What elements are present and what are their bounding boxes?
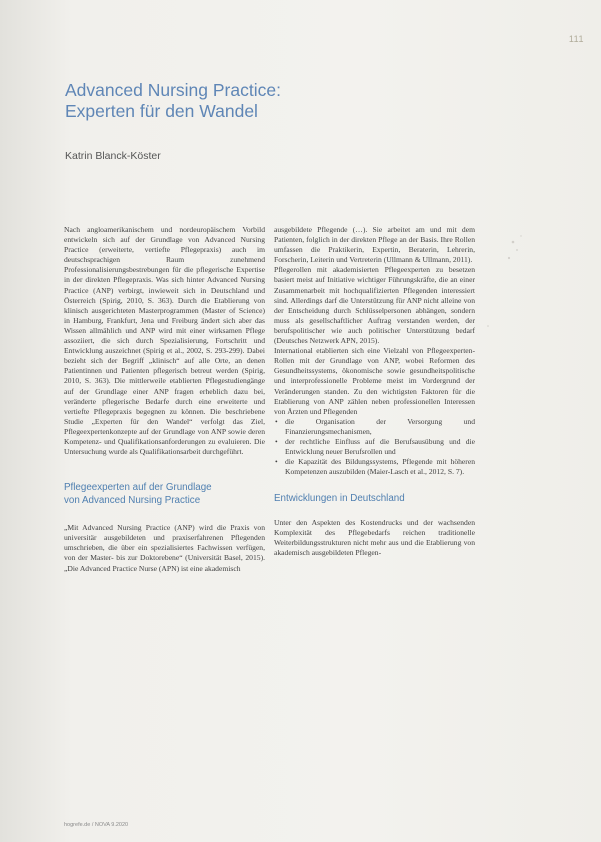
section-heading-entwicklungen: Entwicklungen in Deutschland [274,493,405,505]
page-number: 111 [568,34,584,44]
author-name: Katrin Blanck-Köster [65,150,161,162]
bullet-icon: • [275,436,278,446]
list-item-text: die Kapazität des Bildungssystems, Pflegende mit höheren Kompetenzen auszubilden (Maier-Lasch et al., 2012, S. 7). [285,457,475,477]
section-heading-pflegeexperten [64,482,265,507]
paragraph-apn-roles: ausgebildete Pflegende (…). Sie arbeitet am und mit dem Patienten, folglich in der direkten Pflege an der Basis. Ihre Rollen umfassen die Praktikerin, Expertin, Beraterin, Lehrerin, Forscherin, Leiterin und Vertreterin (Ullmann & Ullmann, 2011). [274,225,475,265]
right-column [274,225,475,558]
section-heading-line-1: Pflegeexperten auf der Grundlage [64,482,212,494]
list-item-text: die Organisation der Versorgung und Finanzierungsmechanismen, [285,416,475,436]
bullet-icon: • [275,416,278,426]
list-item [274,417,475,437]
list-item [274,457,475,477]
article-title-line-1: Advanced Nursing Practice: [65,80,281,100]
article-title-line-2: Experten für den Wandel [65,101,258,121]
paragraph-anp-definition: „Mit Advanced Nursing Practice (ANP) wird die Praxis von universitär ausgebildeten und praxiserfahrenen Pflegenden umschrieben, die über ein spezialisiertes Fachwissen verfügen, von der Master- bis zur Doktorebene“ (Universität Basel, 2015). „Die Advanced Practice Nurse (APN) ist eine akademisch [64,523,265,573]
list-item [274,437,475,457]
intro-paragraph: Nach angloamerikanischem und nordeuropäischem Vorbild entwickeln sich auf der Grundlage von Advanced Nursing Practice (erweiterte, vertiefte Pflegepraxis) auch im deutschsprachigen Raum zunehmend Professionalisierungsbestrebungen für die pflegerische Expertise in der direkten Pflegepraxis. Was sich hinter Advanced Nursing Practice (ANP) verbirgt, inwieweit sich in Deutschland und Österreich (Spirig, 2010, S. 363). Durch die Etablierung von klinisch ausgerichteten Masterprogrammen (Master of Science) in Hamburg, Frankfurt, Jena und Freiburg ändert sich aber das Wissen allmählich und ANP wird mit einer wirksamen Pflege assoziiert, die sich durch Spezialisierung, Fortschritt und Entwicklung auszeichnet (Spirig et al., 2002, S. 293-299). Dabei bezieht sich der Begriff „klinisch“ auf alle Orte, an denen Patientinnen und Patienten pflegerisch betreut werden (Spirig, 2010, S. 363). Die mittlerweile etablierten Pflegestudiengänge auf der Grundlage einer ANP fragen erheblich dazu bei, veränderte pflegerische Bedarfe durch eine erweiterte und vertiefte Pflegepraxis begegnen zu können. Die beschriebene Studie „Experten für den Wandel“ verfolgt das Ziel, Pflegeexpertenkonzepte auf der Grundlage von ANP sowie deren Kompetenz- und Qualifikationsanforderungen zu evaluieren. Die Untersuchung wurde als Qualifikationsarbeit durchgeführt. [64,225,265,457]
paragraph-international: International etablierten sich eine Vielzahl von Pflegeexperten-Rollen mit der Grundlage von ANP, wobei Reformen des Gesundheitssystems, ökonomische sowie gesundheitspolitische und interprofessionelle Probleme meist im Vordergrund der Veränderungen standen. Zu den wichtigsten Faktoren für die Etablierung von ANP zählen neben professionellen Interessen von Ärzten und Pflegenden [274,346,475,416]
paragraph-leadership: Pflegerollen mit akademisierten Pflegeexperten zu besetzen basiert meist auf Initiative wichtiger Führungskräfte, die an einer Zusammenarbeit mit hochqualifizierten Pflegenden interessiert sind. Allerdings darf die Unterstützung für ANP nicht alleine von der Entscheidung durch Schlüsselpersonen abhängen, sondern muss als gesellschaftlicher Auftrag verstanden werden, der berufspolitischer wie auch politischer Unterstützung bedarf (Deutsches Netzwerk APN, 2015). [274,265,475,346]
left-column [64,225,265,574]
factor-list [274,417,475,478]
bullet-icon: • [275,457,278,467]
paragraph-entwicklungen: Unter den Aspekten des Kostendrucks und der wachsenden Komplexität des Pflegebedarfs reichen traditionelle Weiterbildungsstrukturen nicht mehr aus und die Etablierung von akademisch ausgebildeten Pflegen- [274,517,475,558]
article-title [65,80,485,122]
page-footer: hogrefe.de / NOVA 9.2020 [64,822,129,828]
list-item-text: der rechtliche Einfluss auf die Berufsausübung und die Entwicklung neuer Berufsrollen und [285,436,475,457]
section-heading-line-2: von Advanced Nursing Practice [64,494,201,506]
